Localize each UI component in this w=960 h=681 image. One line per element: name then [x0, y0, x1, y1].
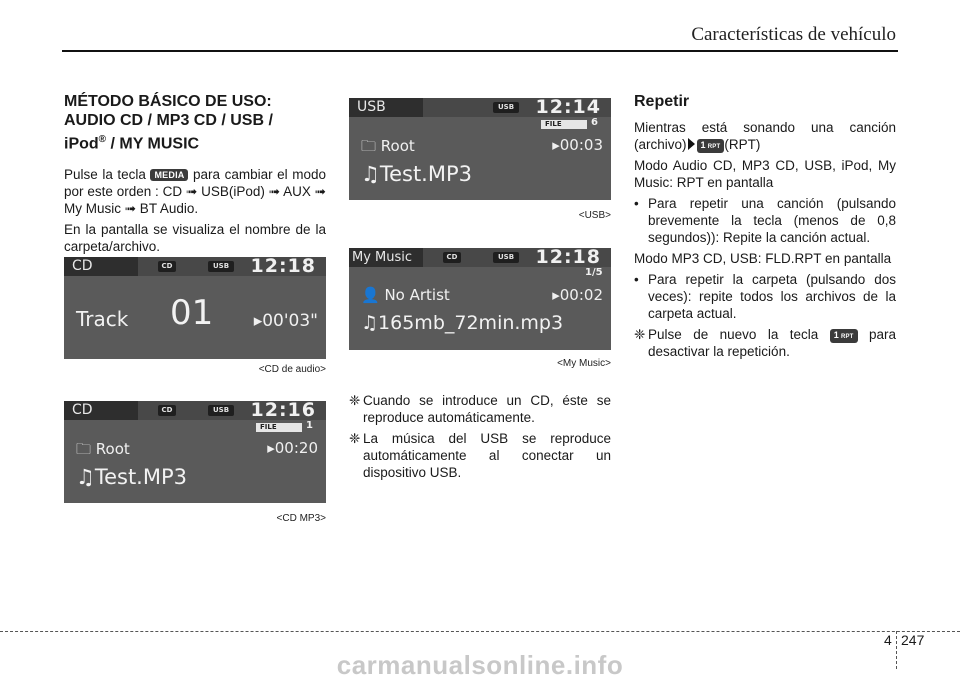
caption-cd-audio: <CD de audio> — [258, 364, 326, 375]
middle-notes — [349, 392, 611, 485]
running-header: Características de vehículo — [691, 24, 896, 45]
clock: 12:18 — [535, 248, 601, 268]
note-mark: ❈ — [349, 393, 361, 408]
mode-label: USB — [349, 98, 423, 117]
title-line-1: MÉTODO BÁSICO DE USO: — [64, 93, 272, 110]
bullet-repeat-song: • Para repetir una canción (pulsando brevemente la tecla (menos de 0,8 segundos)): Repite la canción actual. — [634, 196, 896, 245]
folder-icon: 🗀 — [76, 440, 96, 458]
note-mark: ❈ — [349, 431, 361, 446]
footer-rule — [0, 631, 960, 632]
left-column — [64, 92, 326, 259]
play-arrow-icon — [688, 138, 695, 150]
title-my-music: / MY MUSIC — [106, 135, 200, 153]
file-number: 6 — [591, 117, 598, 128]
elapsed-time: ▸00'03" — [253, 311, 318, 331]
rpt-mode-paragraph: Modo Audio CD, MP3 CD, USB, iPod, My Music: RPT en pantalla — [634, 158, 896, 190]
media-key-badge: MEDIA — [150, 169, 188, 181]
usb-chip: USB — [493, 252, 519, 263]
repeat-title: Repetir — [634, 93, 690, 110]
song-name: ♫Test.MP3 — [76, 465, 188, 489]
clock: 12:14 — [535, 98, 601, 118]
cd-chip: CD — [158, 405, 176, 416]
display-info-paragraph: En la pantalla se visualiza el nombre de la carpeta/archivo. — [64, 222, 326, 255]
page-number: 247 — [901, 632, 925, 648]
right-column — [634, 92, 896, 364]
song-name: ♫165mb_72min.mp3 — [361, 312, 564, 334]
header-rule — [62, 50, 898, 52]
cd-mp3-display — [64, 401, 326, 503]
cd-audio-display — [64, 257, 326, 359]
registered-mark: ® — [98, 134, 107, 145]
clock: 12:16 — [250, 401, 316, 421]
note-usb-autoplay: ❈ La música del USB se reproduce automáticamente al conectar un dispositivo USB. — [349, 431, 611, 480]
title-line-3 — [64, 130, 326, 153]
track-label: Track — [76, 307, 129, 331]
track-number: 01 — [170, 293, 214, 333]
file-badge: FILE — [256, 423, 302, 432]
clock: 12:18 — [250, 257, 316, 277]
my-music-display — [349, 248, 611, 350]
note-disable-repeat: ❈ Pulse de nuevo la tecla 1 RPT para desactivar la repetición. — [634, 327, 896, 359]
rpt-key-badge: 1 RPT — [697, 139, 725, 153]
usb-chip: USB — [208, 261, 234, 272]
bullet-repeat-folder: • Para repetir la carpeta (pulsando dos veces): repite todos los archivos de la carpeta actual. — [634, 272, 896, 321]
elapsed-time: ▸00:20 — [267, 439, 318, 457]
usb-chip: USB — [493, 102, 519, 113]
caption-cd-mp3: <CD MP3> — [276, 513, 326, 524]
title-line-2: AUDIO CD / MP3 CD / USB / — [64, 112, 273, 129]
music-note-icon: ♫ — [361, 312, 379, 334]
music-note-icon: ♫ — [76, 465, 95, 489]
section-title — [64, 92, 326, 153]
mode-label: My Music — [349, 248, 423, 267]
track-counter: 1/5 — [585, 267, 603, 278]
cd-chip: CD — [158, 261, 176, 272]
title-ipod: iPod — [64, 135, 99, 153]
caption-my-music: <My Music> — [557, 358, 611, 369]
artist-name: 👤 No Artist — [361, 286, 450, 304]
media-text-a: Pulse la tecla — [64, 167, 151, 183]
fld-rpt-paragraph: Modo MP3 CD, USB: FLD.RPT en pantalla — [634, 251, 892, 266]
usb-display — [349, 98, 611, 200]
folder-name: 🗀 Root — [76, 440, 130, 458]
watermark: carmanualsonline.info — [336, 650, 624, 680]
note-cd-autoplay: ❈ Cuando se introduce un CD, éste se reproduce automáticamente. — [349, 393, 611, 425]
mode-label: CD — [64, 401, 138, 420]
mode-label: CD — [64, 257, 138, 276]
elapsed-time: ▸00:02 — [552, 286, 603, 304]
rpt-key-badge: 1 RPT — [830, 329, 858, 343]
music-note-icon: ♫ — [361, 162, 380, 186]
media-instruction — [64, 166, 326, 217]
file-badge: FILE — [541, 120, 587, 129]
folder-name: 🗀 Root — [361, 137, 415, 155]
usb-chip: USB — [208, 405, 234, 416]
file-number: 1 — [306, 420, 313, 431]
song-name: ♫Test.MP3 — [361, 162, 473, 186]
artist-icon: 👤 — [361, 286, 385, 304]
caption-usb: <USB> — [578, 210, 611, 221]
repeat-intro: Mientras está sonando una canción (archivo) 1 RPT (RPT) — [634, 120, 896, 152]
elapsed-time: ▸00:03 — [552, 136, 603, 154]
chapter-number: 4 — [884, 632, 892, 648]
folder-icon: 🗀 — [361, 137, 381, 155]
cd-chip: CD — [443, 252, 461, 263]
media-text-b: para cambiar el modo por este orden : CD ➟ USB(iPod) ➟ AUX ➟ My Music ➟ BT Audio. — [64, 167, 326, 217]
note-mark: ❈ — [634, 327, 646, 342]
